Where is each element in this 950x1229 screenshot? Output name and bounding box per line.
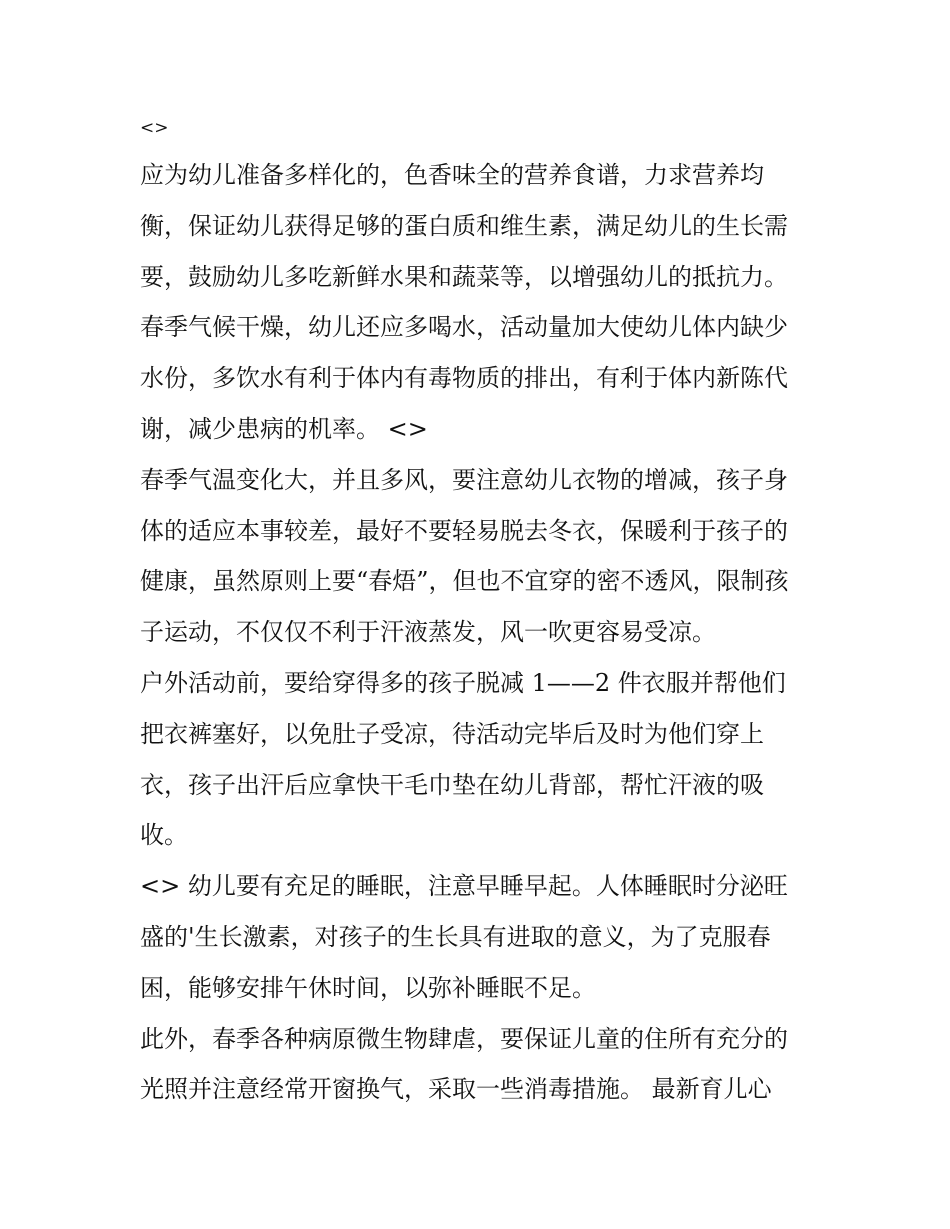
text-line: 要，鼓励幼儿多吃新鲜水果和蔬菜等，以增强幼儿的抵抗力。: [140, 262, 788, 291]
text-line: 水份，多饮水有利于体内有毒物质的排出，有利于体内新陈代: [140, 364, 788, 393]
document-body: [140, 106, 820, 1115]
text-line: 健康，虽然原则上要“春焐”，但也不宜穿的密不透风，限制孩: [140, 567, 789, 596]
text-line: 把衣裤塞好，以免肚子受凉，待活动完毕后及时为他们穿上: [140, 719, 764, 748]
text-line: 子运动，不仅仅不利于汗液蒸发，风一吹更容易受凉。: [140, 618, 716, 647]
text-line: 光照并注意经常开窗换气，采取一些消毒措施。 最新育儿心: [140, 1075, 772, 1104]
text-line: <>: [140, 118, 169, 138]
text-line: 困，能够安排午休时间，以弥补睡眠不足。: [140, 973, 596, 1002]
text-line: <> 幼儿要有充足的睡眠，注意早睡早起。人体睡眠时分泌旺: [140, 872, 788, 901]
text-line: 衣，孩子出汗后应拿快干毛巾垫在幼儿背部，帮忙汗液的吸: [140, 770, 764, 799]
text-line: 盛的'生长激素，对孩子的生长具有进取的意义，为了克服春: [140, 922, 771, 951]
text-line: 春季气候干燥，幼儿还应多喝水，活动量加大使幼儿体内缺少: [140, 313, 788, 342]
text-line: 户外活动前，要给穿得多的孩子脱减 1——2 件衣服并帮他们: [140, 668, 786, 697]
text-line: 此外，春季各种病原微生物肆虐，要保证儿童的住所有充分的: [140, 1024, 788, 1053]
text-line: 衡，保证幼儿获得足够的蛋白质和维生素，满足幼儿的生长需: [140, 211, 788, 240]
text-line: 应为幼儿准备多样化的，色香味全的营养食谱，力求营养均: [140, 161, 764, 189]
text-line: 收。: [140, 821, 188, 850]
text-line: 春季气温变化大，并且多风，要注意幼儿衣物的增减，孩子身: [140, 465, 788, 494]
text-line: 谢，减少患病的机率。 <>: [140, 414, 428, 443]
text-line: 体的适应本事较差，最好不要轻易脱去冬衣，保暖利于孩子的: [140, 516, 788, 545]
